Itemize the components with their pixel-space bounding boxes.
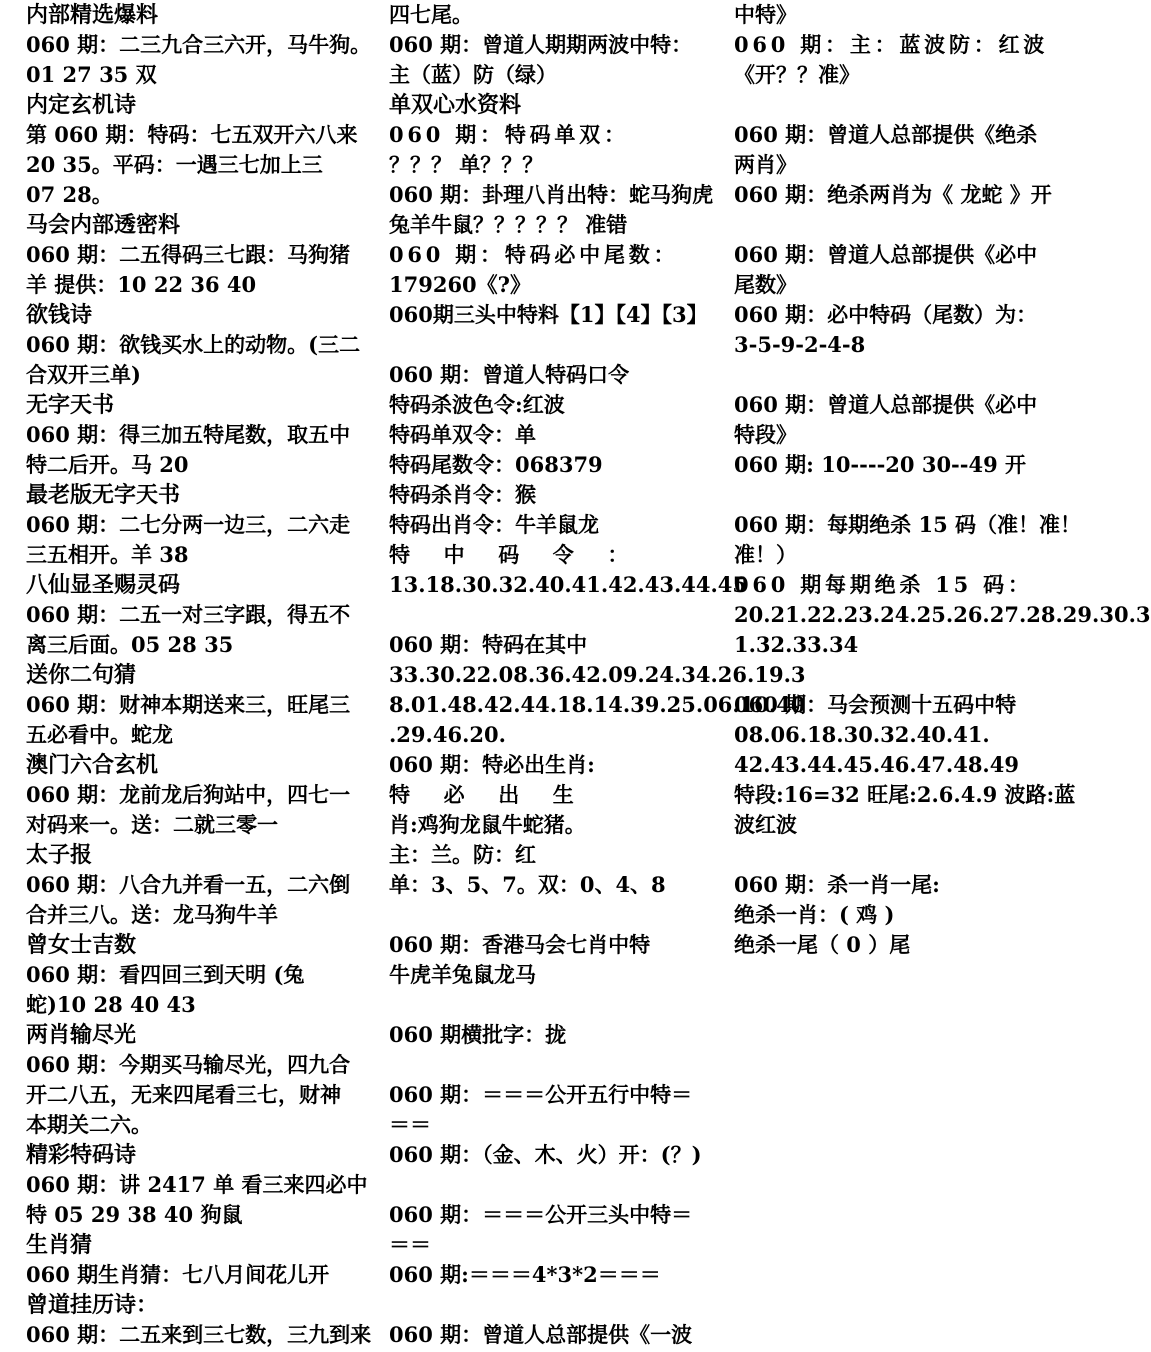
text-line-left: 特 05 29 38 40 狗鼠 <box>26 1202 243 1227</box>
text-line-middle: 13.18.30.32.40.41.42.43.44.45 <box>389 572 748 597</box>
text-line-middle <box>389 1290 721 1320</box>
text-line-right: 特段:16=32 旺尾:2.6.4.9 波路:蓝 <box>734 782 1076 807</box>
text-line-left: 八仙显圣赐灵码 <box>26 572 181 598</box>
text-line-right: 20.21.22.23.24.25.26.27.28.29.30.3 <box>734 602 1151 627</box>
text-line-left: 马会内部透密料 <box>26 212 181 238</box>
text-line-left: 060 期：二五得码三七跟：马狗猪 <box>26 242 351 267</box>
text-line-right: 060 期：曾道人总部提供《必中 <box>734 242 1038 267</box>
text-line-right: 中特》 <box>734 2 797 27</box>
column-right <box>734 0 1151 1352</box>
text-line-left: 无字天书 <box>26 392 115 418</box>
text-line-middle: 牛虎羊兔鼠龙马 <box>389 962 536 987</box>
text-line-middle: 060 期：特码必中尾数： <box>389 242 679 267</box>
text-line-left: 060 期：二七分两一边三，二六走 <box>26 512 351 537</box>
text-line-middle: 主：兰。防：红 <box>389 842 536 867</box>
text-line-middle: 060 期横批字：拢 <box>389 1022 567 1047</box>
text-line-middle: ＝＝ <box>389 1232 431 1257</box>
text-line-left: 内定玄机诗 <box>26 92 137 118</box>
text-line-right: 特段》 <box>734 422 797 447</box>
text-line-left: 060 期：欲钱买水上的动物。(三二 <box>26 332 361 357</box>
text-line-right <box>734 360 1070 390</box>
text-line-left: 060 期：财神本期送来三，旺尾三 <box>26 692 351 717</box>
text-line-middle: ＝＝ <box>389 1112 431 1137</box>
text-line-right <box>734 660 1070 690</box>
text-line-right: 060 期：曾道人总部提供《绝杀 <box>734 122 1038 147</box>
text-line-left: 060 期：今期买马输尽光，四九合 <box>26 1052 351 1077</box>
text-line-left: 羊 提供：10 22 36 40 <box>26 272 257 297</box>
text-line-middle: 179260《?》 <box>389 272 531 297</box>
text-line-middle <box>389 1170 721 1200</box>
text-line-middle: 060 期：曾道人特码口令 <box>389 362 630 387</box>
text-line-right: 08.06.18.30.32.40.41. <box>734 722 990 747</box>
text-line-right: 绝杀一尾（ 0 ）尾 <box>734 932 911 957</box>
text-line-left: 送你二句猜 <box>26 662 137 688</box>
text-line-middle: 060 期：特必出生肖: <box>389 752 595 777</box>
text-line-middle: 单双心水资料 <box>389 92 522 118</box>
text-line-left: 曾女士吉数 <box>26 932 137 958</box>
text-line-right: 060 期：曾道人总部提供《必中 <box>734 392 1038 417</box>
text-line-right: 两肖》 <box>734 152 797 177</box>
text-line-middle: 060 期：卦理八肖出特：蛇马狗虎 <box>389 182 714 207</box>
text-line-right: 42.43.44.45.46.47.48.49 <box>734 752 1019 777</box>
text-line-left: 060 期：二五一对三字跟，得五不 <box>26 602 351 627</box>
text-line-right: 060 期：必中特码（尾数）为： <box>734 302 1038 327</box>
text-line-left: 第 060 期：特码：七五双开六八来 <box>26 122 358 147</box>
text-line-middle: .29.46.20. <box>389 722 506 747</box>
text-line-left: 01 27 35 双 <box>26 62 157 87</box>
text-line-middle: 33.30.22.08.36.42.09.24.34.26.19.3 <box>389 662 806 687</box>
text-line-left: 060 期：八合九并看一五，二六倒 <box>26 872 351 897</box>
text-line-right: 波红波 <box>734 812 797 837</box>
text-line-left: 生肖猜 <box>26 1232 93 1258</box>
text-line-left: 060 期生肖猜：七八月间花儿开 <box>26 1262 330 1287</box>
text-line-middle: 特码杀波色令:红波 <box>389 392 565 417</box>
text-line-right: 绝杀一肖：( 鸡 ) <box>734 902 895 927</box>
text-line-left: 太子报 <box>26 842 93 868</box>
text-line-middle <box>389 990 721 1020</box>
text-line-middle: 060 期：曾道人总部提供《一波 <box>389 1322 693 1347</box>
text-line-middle: 060 期：特码单双： <box>389 122 629 147</box>
text-line-right: 3-5-9-2-4-8 <box>734 332 866 357</box>
text-line-right: 尾数》 <box>734 272 797 297</box>
text-line-left: 精彩特码诗 <box>26 1142 137 1168</box>
text-line-middle: 特中码令： <box>389 542 662 567</box>
text-line-right <box>734 210 1070 240</box>
text-line-right: 060 期：每期绝杀 15 码（准！准！ <box>734 512 1081 537</box>
text-line-left: 对码来一。送：二就三零一 <box>26 812 278 837</box>
text-line-middle: 060 期：＝＝＝公开五行中特＝ <box>389 1082 693 1107</box>
text-line-right: 060 期每期绝杀 15 码： <box>734 572 1033 597</box>
text-line-right: 060 期：杀一肖一尾: <box>734 872 940 897</box>
text-line-left: 蛇)10 28 40 43 <box>26 992 196 1017</box>
text-line-right: 060 期：主：蓝波防：红波 <box>734 32 1049 57</box>
text-line-left: 060 期：得三加五特尾数，取五中 <box>26 422 351 447</box>
text-line-middle: 特码出肖令：牛羊鼠龙 <box>389 512 599 537</box>
text-line-left: 曾道挂历诗： <box>26 1292 159 1318</box>
text-line-middle <box>389 1050 721 1080</box>
text-line-middle: 060 期：曾道人期期两波中特： <box>389 32 693 57</box>
text-line-left: 060 期：龙前龙后狗站中，四七一 <box>26 782 351 807</box>
text-line-middle <box>389 330 721 360</box>
text-line-left: 20 35。平码：一遇三七加上三 <box>26 152 323 177</box>
text-line-middle: 特码杀肖令：猴 <box>389 482 536 507</box>
text-line-right <box>734 840 1070 870</box>
text-line-right: 060 期：马会预测十五码中特 <box>734 692 1017 717</box>
text-line-left: 欲钱诗 <box>26 302 93 328</box>
text-line-middle <box>389 600 721 630</box>
text-line-middle: 四七尾。 <box>389 2 473 27</box>
text-line-middle: 兔羊牛鼠？？？？？ 准错 <box>389 212 628 237</box>
text-line-left: 060 期：讲 2417 单 看三来四必中 <box>26 1172 368 1197</box>
text-line-left: 本期关二六。 <box>26 1112 152 1137</box>
text-line-middle: 8.01.48.42.44.18.14.39.25.06.10.40 <box>389 692 806 717</box>
text-line-middle: 060期三头中特料【1】【4】【3】 <box>389 302 708 327</box>
text-line-middle: 060 期:＝＝＝4*3*2＝＝＝ <box>389 1262 661 1287</box>
text-line-middle: 060 期：特码在其中 <box>389 632 588 657</box>
text-line-middle: 060 期：（金、木、火）开：(？) <box>389 1142 702 1167</box>
text-line-middle: 特必出生 <box>389 782 608 807</box>
column-left <box>26 0 376 1352</box>
text-line-middle: 主（蓝）防（绿） <box>389 62 557 87</box>
text-line-middle: 060 期：香港马会七肖中特 <box>389 932 651 957</box>
text-line-left: 澳门六合玄机 <box>26 752 159 778</box>
text-line-left: 060 期：看四回三到天明 (兔 <box>26 962 305 987</box>
text-line-middle <box>389 900 721 930</box>
text-line-right: 1.32.33.34 <box>734 632 859 657</box>
text-line-left: 07 28。 <box>26 182 113 207</box>
text-line-left: 合双开三单) <box>26 362 141 387</box>
text-line-left: 内部精选爆料 <box>26 2 159 28</box>
text-line-left: 最老版无字天书 <box>26 482 181 508</box>
text-line-right: 060 期：绝杀两肖为《 龙蛇 》开 <box>734 182 1052 207</box>
text-line-right <box>734 90 1070 120</box>
text-line-left: 060 期：二五来到三七数，三九到来 <box>26 1322 372 1347</box>
text-line-right: 准！） <box>734 542 797 567</box>
text-line-left: 060 期：二三九合三六开，马牛狗。 <box>26 32 372 57</box>
text-line-right: 060 期: 10----20 30--49 开 <box>734 452 1027 477</box>
text-line-middle: 特码单双令：单 <box>389 422 536 447</box>
text-line-middle: 060 期：＝＝＝公开三头中特＝ <box>389 1202 693 1227</box>
text-line-left: 离三后面。05 28 35 <box>26 632 234 657</box>
text-line-left: 开二八五，无来四尾看三七，财神 <box>26 1082 341 1107</box>
text-line-left: 合并三八。送：龙马狗牛羊 <box>26 902 278 927</box>
text-line-right: 《开？？准》 <box>734 62 860 87</box>
text-line-middle: ？？？ 单？？？ <box>389 152 544 177</box>
text-line-middle: 单：3、5、7。双：0、4、8 <box>389 872 666 897</box>
text-line-left: 五必看中。蛇龙 <box>26 722 173 747</box>
text-line-left: 特二后开。马 20 <box>26 452 189 477</box>
text-line-right <box>734 480 1070 510</box>
text-line-middle: 肖:鸡狗龙鼠牛蛇猪。 <box>389 812 586 837</box>
text-line-left: 两肖输尽光 <box>26 1022 137 1048</box>
text-line-left: 三五相开。羊 38 <box>26 542 189 567</box>
text-line-middle: 特码尾数令：068379 <box>389 452 603 477</box>
